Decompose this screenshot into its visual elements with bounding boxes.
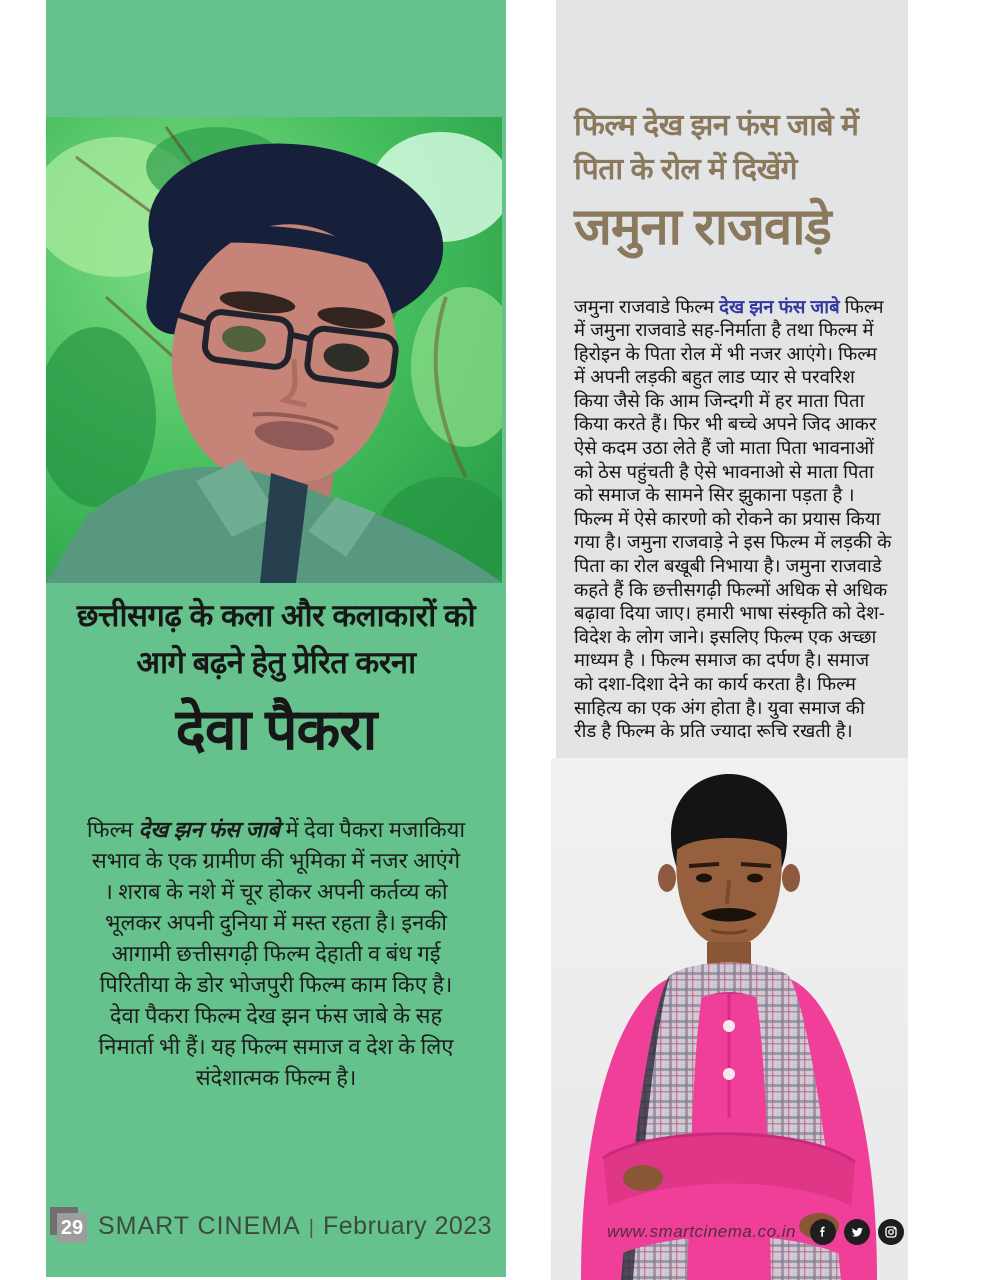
left-body-prefix: फिल्म	[86, 817, 139, 842]
left-article-headline	[46, 592, 506, 766]
twitter-icon[interactable]	[844, 1219, 870, 1245]
issue-date: February 2023	[322, 1211, 493, 1240]
right-body-rest: फिल्म में जमुना राजवाडे सह-निर्माता है तथा फिल्म में हिरोइन के पिता रोल में भी नजर आएंगे। फिल्म में अपनी लड़की बहुत लाड प्यार से परवरिश किया जैसे कि आम जिन्दगी में हर माता पिता किया करते हैं। फिर भी बच्चे अपने जिद आकर ऐसे कदम उठा लेते हैं जो माता पिता भावनाओं को ठेस पहुंचती है ऐसे भावनाओ से माता पिता को समाज के सामने सिर झुकाना पड़ता है । फिल्म में ऐसे कारणो को रोकने का प्रयास किया गया है। जमुना राजवाड़े ने इस फिल्म में लड़की के पिता का रोल बखूबी निभाया है। जमुना राजवाडे कहते हैं कि छत्तीसगढ़ी फिल्मों अधिक से अधिक बढ़ावा दिया जाए। हमारी भाषा संस्कृति को देश-विदेश के लोग जाने। इसलिए फिल्म एक अच्छा माध्यम है । फिल्म समाज का दर्पण है। समाज को दशा-दिशा देने का कार्य करता है। फिल्म साहित्य का एक अंग होता है। युवा समाज की रीड है फिल्म के प्रति ज्यादा रूचि रखती है।	[574, 295, 892, 742]
right-headline-line1: फिल्म देख झन फंस जाबे में	[574, 109, 859, 142]
foliage-selfie-illustration	[46, 117, 502, 583]
right-headline-name: जमुना राजवाड़े	[574, 198, 831, 255]
footer-left	[50, 1203, 492, 1249]
left-headline-name: देवा पैकरा	[175, 698, 377, 762]
facebook-icon[interactable]	[810, 1219, 836, 1245]
right-article-panel	[556, 0, 908, 758]
left-headline-line2: आगे बढ़ने हेतु प्रेरित करना	[136, 645, 416, 680]
brand-separator: |	[308, 1216, 315, 1239]
deva-paikra-photo	[46, 117, 502, 583]
page-number-box	[50, 1207, 88, 1245]
social-icons	[810, 1219, 904, 1245]
left-body-film-title: देख झन फंस जाबे	[138, 817, 280, 842]
footer-right	[556, 1214, 908, 1250]
right-body-film-title: देख झन फंस जाबे	[719, 295, 840, 317]
portrait-illustration	[551, 758, 908, 1280]
right-article-body	[574, 295, 892, 743]
right-headline-line2: पिता के रोल में दिखेंगे	[574, 153, 798, 186]
left-headline-line1: छत्तीसगढ़ के कला और कलाकारों को	[76, 598, 476, 633]
left-article-body	[86, 814, 466, 1093]
instagram-icon[interactable]	[878, 1219, 904, 1245]
left-article-panel	[46, 0, 506, 1277]
right-article-headline	[574, 104, 894, 258]
right-body-prefix: जमुना राजवाडे फिल्म	[574, 295, 720, 317]
magazine-name: SMART CINEMA	[98, 1211, 301, 1240]
page-number: 29	[57, 1213, 87, 1243]
left-body-rest: में देवा पैकरा मजाकिया सभाव के एक ग्रामीण की भूमिका में नजर आएंगे । शराब के नशे में चूर होकर अपनी कर्तव्य को भूलकर अपनी दुनिया में मस्त रहता है। इनकी आगामी छत्तीसगढ़ी फिल्म देहाती व बंध गई पिरितीया के डोर भोजपुरी फिल्म काम किए है। देवा पैकरा फिल्म देख झन फंस जाबे के सह निमार्ता भी हैं। यह फिल्म समाज व देश के लिए संदेशात्मक फिल्म है।	[91, 817, 466, 1090]
website-link[interactable]: www.smartcinema.co.in	[606, 1222, 796, 1241]
magazine-brand-line	[98, 1212, 492, 1241]
jamuna-rajwade-photo	[551, 758, 908, 1280]
